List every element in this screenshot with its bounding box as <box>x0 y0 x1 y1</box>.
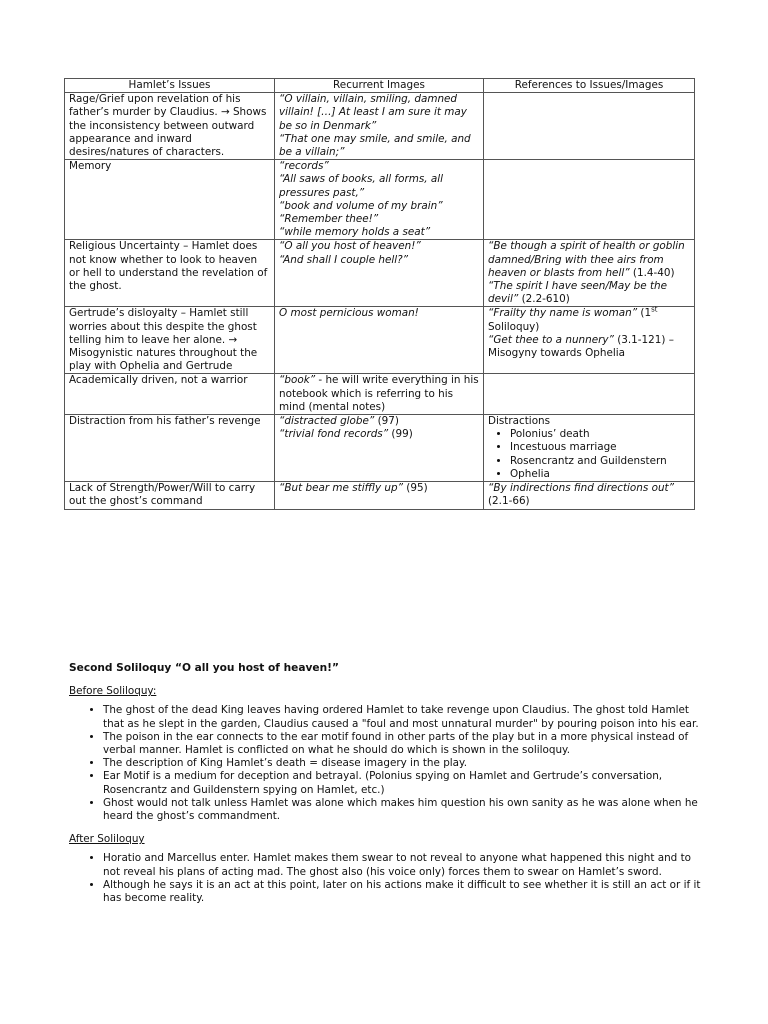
image-quote: “But bear me stiffly up” <box>279 482 403 495</box>
references-cell <box>484 415 695 482</box>
references-cell <box>484 93 695 160</box>
references-cell <box>484 374 695 415</box>
soliloquy-section <box>69 662 709 915</box>
reference-quote: “The spirit I have seen/May be the devil” <box>488 280 668 306</box>
image-quote: “That one may smile, and smile, and be a villain;” <box>279 132 471 159</box>
images-cell <box>275 374 484 415</box>
issue-cell: Memory <box>65 160 275 240</box>
after-list <box>69 852 709 905</box>
reference-citation: (1.4-40) <box>629 266 675 279</box>
table-row <box>65 415 695 482</box>
image-citation: (97) <box>374 415 399 428</box>
reference-quote: “By indirections find directions out” <box>488 482 674 495</box>
table-header-row <box>65 79 695 93</box>
table-row <box>65 307 695 374</box>
image-entry <box>279 482 479 495</box>
images-cell <box>275 482 484 509</box>
image-quote: “while memory holds a seat” <box>279 226 431 239</box>
image-quote: “book and volume of my brain” <box>279 199 443 212</box>
image-quote: “book” <box>279 374 316 387</box>
issue-cell: Academically driven, not a warrior <box>65 374 275 415</box>
image-quote: “distracted globe” <box>279 415 375 428</box>
after-heading: After Soliloquy <box>69 833 145 846</box>
reference-entry <box>488 240 690 280</box>
header-references: References to Issues/Images <box>484 79 695 93</box>
references-cell <box>484 307 695 374</box>
image-citation: (95) <box>403 482 428 495</box>
list-item: • The description of King Hamlet’s death = disease imagery in the play. <box>103 757 709 770</box>
list-item: • The poison in the ear connects to the ear motif found in other parts of the play but in a more physical instead of verbal manner. Hamlet is conflicted on what he should do which is shown in the soliloquy. <box>103 731 709 757</box>
table-row <box>65 240 695 307</box>
image-note: - he will write everything in his notebook which is referring to his mind (mental notes) <box>279 374 479 413</box>
reference-entry <box>488 334 690 360</box>
header-issues: Hamlet’s Issues <box>65 79 275 93</box>
images-cell <box>275 93 484 160</box>
distractions-list <box>488 428 690 481</box>
issue-cell: Religious Uncertainty – Hamlet does not know whether to look to heaven or hell to understand the revelation of the ghost. <box>65 240 275 307</box>
list-item: • Rosencrantz and Guildenstern <box>510 455 690 468</box>
list-item: • The ghost of the dead King leaves having ordered Hamlet to take revenge upon Claudius. The ghost told Hamlet that as he slept in the garden, Claudius caused a "foul and most unnatural murder" by pouring poison into his ear. <box>103 704 709 730</box>
image-quote: “O all you host of heaven!” <box>279 240 421 253</box>
list-item: • Although he says it is an act at this point, later on his actions make it difficult to see whether it is still an act or if it has become reality. <box>103 879 709 905</box>
images-cell <box>275 307 484 374</box>
references-cell <box>484 160 695 240</box>
reference-entry <box>488 280 690 306</box>
images-cell <box>275 160 484 240</box>
image-quote: “Remember thee!” <box>279 213 379 226</box>
reference-citation-end: Soliloquy) <box>488 320 540 333</box>
list-item: • Polonius’ death <box>510 428 690 441</box>
table-row <box>65 93 695 160</box>
table-row <box>65 482 695 509</box>
reference-citation: (3.1-121) – Misogyny towards Ophelia <box>488 333 674 360</box>
issues-table <box>64 78 695 510</box>
before-heading: Before Soliloquy: <box>69 685 157 698</box>
image-entry <box>279 428 479 441</box>
list-item: • Ghost would not talk unless Hamlet was alone which makes him question his own sanity as he was alone when he heard the ghost’s commandment. <box>103 797 709 823</box>
reference-citation: (1 <box>637 307 652 320</box>
reference-quote: “Frailty thy name is woman” <box>488 307 638 320</box>
issue-cell: Distraction from his father’s revenge <box>65 415 275 482</box>
image-quote: “records” <box>279 160 329 173</box>
table-row <box>65 160 695 240</box>
image-quote: “And shall I couple hell?” <box>279 253 409 266</box>
image-quote: “O villain, villain, smiling, damned villain! […] At least I am sure it may be so in Denmark” <box>279 93 467 132</box>
issue-cell: Gertrude’s disloyalty – Hamlet still worries about this despite the ghost telling him to leave her alone. → Misogynistic natures throughout the play with Ophelia and Gertrude <box>65 307 275 374</box>
distractions-heading: Distractions <box>488 415 551 428</box>
ordinal-suffix: st <box>651 305 658 314</box>
reference-citation: (2.2-610) <box>518 293 570 306</box>
images-cell <box>275 240 484 307</box>
image-citation: (99) <box>388 428 413 441</box>
list-item: • Ophelia <box>510 468 690 481</box>
list-item: • Ear Motif is a medium for deception and betrayal. (Polonius spying on Hamlet and Gertrude’s conversation, Rosencrantz and Guildenstern spying on Hamlet, etc.) <box>103 770 709 796</box>
reference-quote: “Get thee to a nunnery” <box>488 333 614 346</box>
image-quote: “All saws of books, all forms, all pressures past,” <box>279 173 444 199</box>
header-images: Recurrent Images <box>275 79 484 93</box>
image-quote: “trivial fond records” <box>279 428 389 441</box>
references-cell <box>484 482 695 509</box>
section-title: Second Soliloquy “O all you host of heaven!” <box>69 662 339 674</box>
issue-cell: Lack of Strength/Power/Will to carry out the ghost’s command <box>65 482 275 509</box>
list-item: • Horatio and Marcellus enter. Hamlet makes them swear to not reveal to anyone what happened this night and to not reveal his plans of acting mad. The ghost also (his voice only) forces them to swear on Hamlet’s sword. <box>103 852 709 878</box>
list-item: • Incestuous marriage <box>510 441 690 454</box>
before-list <box>69 704 709 823</box>
reference-quote: “Be though a spirit of health or goblin damned/Bring with thee airs from heaven or blasts from hell” <box>488 240 685 279</box>
issue-cell: Rage/Grief upon revelation of his father’s murder by Claudius. → Shows the inconsistency between outward appearance and inward desires/natures of characters. <box>65 93 275 160</box>
reference-citation: (2.1-66) <box>488 495 530 508</box>
images-cell <box>275 415 484 482</box>
table-row <box>65 374 695 415</box>
references-cell <box>484 240 695 307</box>
reference-entry <box>488 482 690 508</box>
image-entry <box>279 415 479 428</box>
image-quote: O most pernicious woman! <box>279 307 419 320</box>
reference-entry <box>488 307 690 333</box>
